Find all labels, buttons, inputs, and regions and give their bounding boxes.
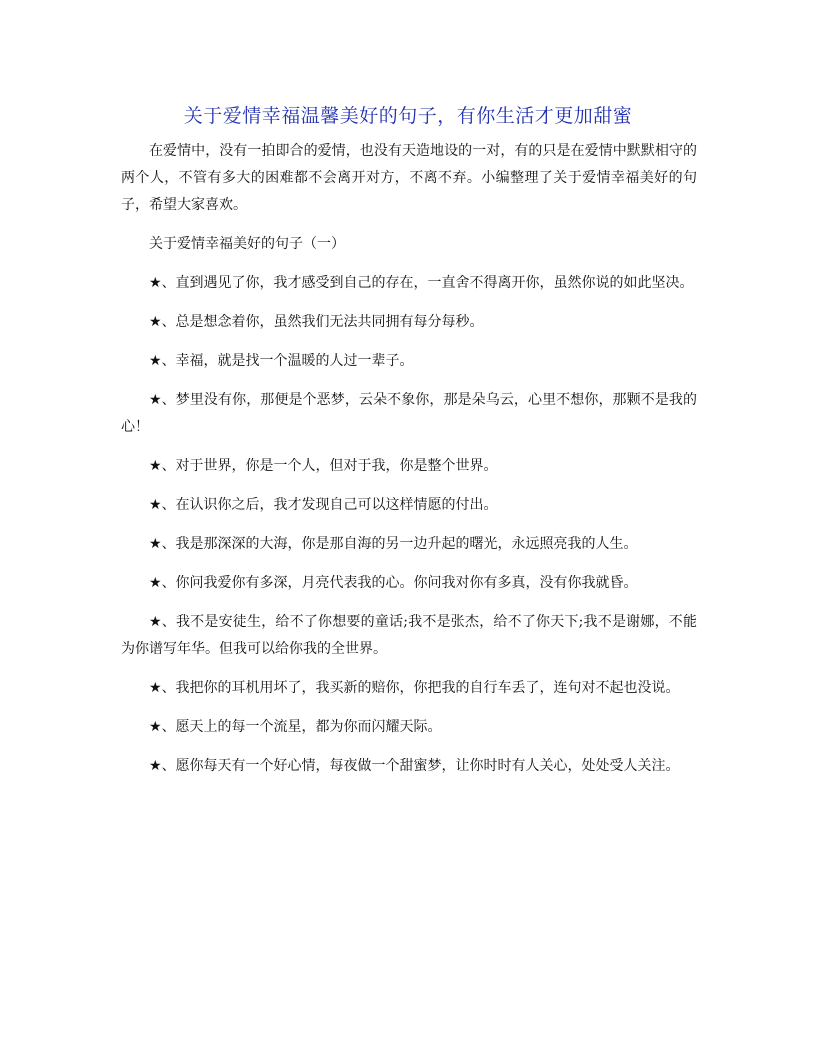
list-item — [121, 714, 697, 741]
list-item — [121, 270, 697, 297]
list-item — [121, 609, 697, 663]
list-item — [121, 492, 697, 519]
list-item — [121, 348, 697, 375]
star-icon: ★ — [149, 536, 162, 552]
intro-paragraph: 在爱情中，没有一拍即合的爱情，也没有天造地设的一对，有的只是在爱情中默默相守的两个人，不管有多大的困难都不会离开对方，不离不弃。小编整理了关于爱情幸福美好的句子，希望大家喜欢。 — [121, 143, 697, 213]
list-item-text: 、我不是安徒生，给不了你想要的童话;我不是张杰，给不了你天下;我不是谢娜，不能为你谱写年华。但我可以给你我的全世界。 — [121, 614, 697, 657]
section-heading: 关于爱情幸福美好的句子（一） — [149, 236, 345, 252]
document-body — [121, 138, 697, 792]
list-item-text: 、愿天上的每一个流星，都为你而闪耀天际。 — [161, 719, 442, 735]
star-icon: ★ — [149, 314, 162, 330]
list-item-text: 、你问我爱你有多深，月亮代表我的心。你问我对你有多真，没有你我就昏。 — [161, 575, 638, 591]
star-icon: ★ — [149, 275, 162, 291]
list-item — [121, 753, 697, 780]
star-icon: ★ — [149, 353, 162, 369]
list-item-text: 、我是那深深的大海，你是那自海的另一边升起的曙光，永远照亮我的人生。 — [161, 536, 638, 552]
list-item-text: 、直到遇见了你，我才感受到自己的存在，一直舍不得离开你，虽然你说的如此坚决。 — [161, 275, 694, 291]
list-item-text: 、愿你每天有一个好心情，每夜做一个甜蜜梦，让你时时有人关心，处处受人关注。 — [161, 758, 680, 774]
list-item — [121, 453, 697, 480]
list-item — [121, 531, 697, 558]
list-item — [121, 309, 697, 336]
list-item-text: 、幸福，就是找一个温暖的人过一辈子。 — [161, 353, 414, 369]
star-icon: ★ — [149, 614, 162, 630]
star-icon: ★ — [149, 575, 162, 591]
star-icon: ★ — [149, 758, 162, 774]
list-item — [121, 675, 697, 702]
star-icon: ★ — [149, 392, 162, 408]
list-item-text: 、总是想念着你，虽然我们无法共同拥有每分每秒。 — [161, 314, 484, 330]
document-title: 关于爱情幸福温馨美好的句子，有你生活才更加甜蜜 — [183, 105, 633, 127]
list-item-text: 、对于世界，你是一个人，但对于我，你是整个世界。 — [161, 458, 498, 474]
star-icon: ★ — [149, 458, 162, 474]
list-item — [121, 387, 697, 441]
star-icon: ★ — [149, 719, 162, 735]
list-item — [121, 570, 697, 597]
list-item-text: 、我把你的耳机用坏了，我买新的赔你，你把我的自行车丢了，连句对不起也没说。 — [161, 680, 680, 696]
star-icon: ★ — [149, 497, 162, 513]
star-icon: ★ — [149, 680, 162, 696]
list-item-text: 、梦里没有你，那便是个恶梦，云朵不象你，那是朵乌云，心里不想你，那颗不是我的心！ — [121, 392, 698, 435]
list-item-text: 、在认识你之后，我才发现自己可以这样情愿的付出。 — [161, 497, 498, 513]
